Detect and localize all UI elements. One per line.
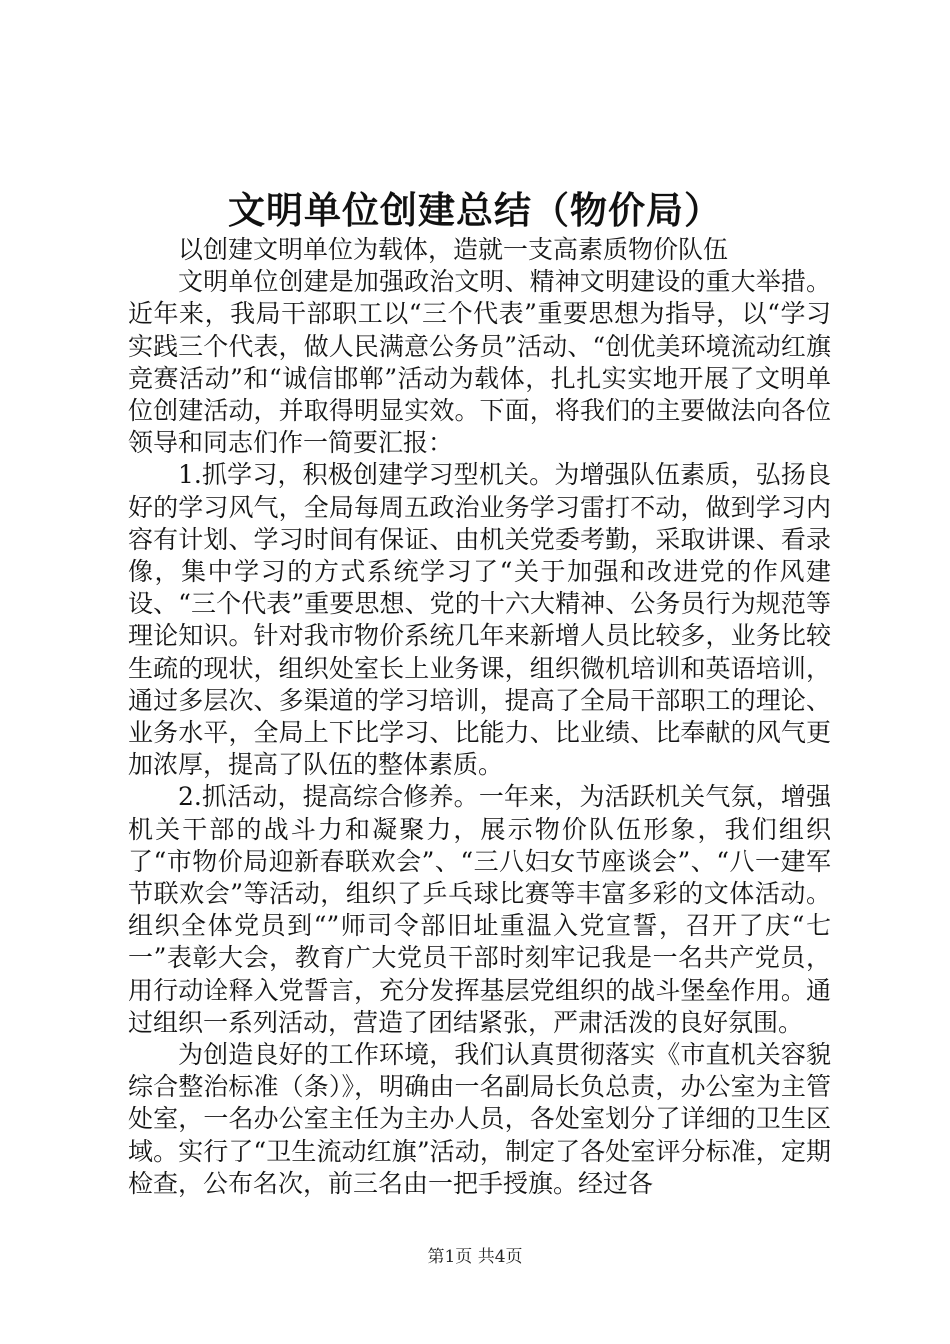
intro-paragraph: 文明单位创建是加强政治文明、精神文明建设的重大举措。近年来，我局干部职工以“三个代表”重要思想为指导，以“学习实践三个代表，做人民满意公务员”活动、“创优美环境流动红旗竞赛活动”和“诚信邯郸”活动为载体，扎扎实实地开展了文明单位创建活动，并取得明显实效。下面，将我们的主要做法向各位领导和同志们作一简要汇报： (128, 267, 831, 458)
study-paragraph: 1.抓学习，积极创建学习型机关。为增强队伍素质，弘扬良好的学习风气，全局每周五政治业务学习雷打不动，做到学习内容有计划、学习时间有保证、由机关党委考勤，采取讲课、看录像，集中学习的方式系统学习了“关于加强和改进党的作风建设、“三个代表”重要思想、党的十六大精神、公务员行为规范等理论知识。针对我市物价系统几年来新增人员比较多，业务比较生疏的现状，组织处室长上业务课，组织微机培训和英语培训，通过多层次、多渠道的学习培训，提高了全局干部职工的理论、业务水平，全局上下比学习、比能力、比业绩、比奉献的风气更加浓厚，提高了队伍的整体素质。 (128, 460, 831, 780)
subtitle-paragraph: 以创建文明单位为载体，造就一支高素质物价队伍 (178, 235, 729, 264)
activity-paragraph: 2.抓活动，提高综合修养。一年来，为活跃机关气氛，增强机关干部的战斗力和凝聚力，展示物价队伍形象，我们组织了“市物价局迎新春联欢会”、“三八妇女节座谈会”、“八一建军节联欢会”等活动，组织了乒乓球比赛等丰富多彩的文体活动。组织全体党员到“”师司令部旧址重温入党宣誓，召开了庆“七一”表彰大会，教育广大党员干部时刻牢记我是一名共产党员，用行动诠释入党誓言，充分发挥基层党组织的战斗堡垒作用。通过组织一系列活动，营造了团结紧张，严肃活泼的良好氛围。 (128, 782, 831, 1037)
environment-paragraph: 为创造良好的工作环境，我们认真贯彻落实《市直机关容貌综合整治标准（条）》，明确由一名副局长负总责，办公室为主管处室，一名办公室主任为主办人员，各处室划分了详细的卫生区域。实行了“卫生流动红旗”活动，制定了各处室评分标准，定期检查，公布名次，前三名由一把手授旗。经过各 (128, 1040, 831, 1198)
document-body (128, 234, 831, 1200)
page-footer: 第1页 共4页 (427, 1247, 523, 1267)
document-title: 文明单位创建总结（物价局） (228, 188, 722, 232)
